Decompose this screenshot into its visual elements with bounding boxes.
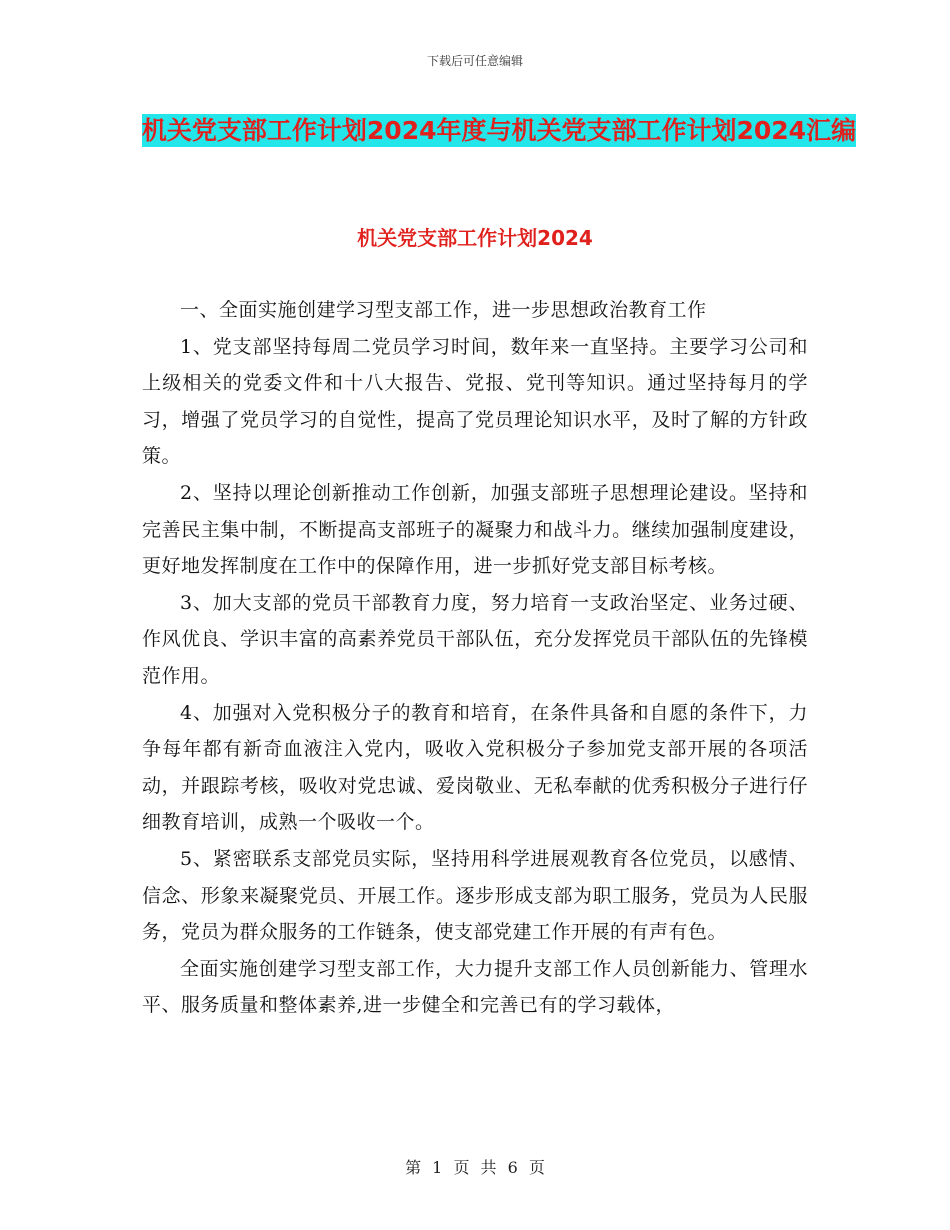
paragraph: 5、紧密联系支部党员实际，坚持用科学进展观教育各位党员，以感情、信念、形象来凝聚党员、开展工作。逐步形成支部为职工服务，党员为人民服务，党员为群众服务的工作链条，使支部党建工作开展的有声有色。 [142,847,808,944]
paragraph: 1、党支部坚持每周二党员学习时间，数年来一直坚持。主要学习公司和上级相关的党委文件和十八大报告、党报、党刊等知识。通过坚持每月的学习，增强了党员学习的自觉性，提高了党员理论知识水平，及时了解的方针政策。 [142,335,808,468]
document-title-text: 机关党支部工作计划2024年度与机关党支部工作计划2024汇编 [141,116,857,145]
paragraph: 4、加强对入党积极分子的教育和培育，在条件具备和自愿的条件下，力争每年都有新奇血液注入党内，吸收入党积极分子参加党支部开展的各项活动，并跟踪考核，吸收对党忠诚、爱岗敬业、无私奉献的优秀积极分子进行仔细教育培训，成熟一个吸收一个。 [142,701,808,834]
paragraph: 2、坚持以理论创新推动工作创新，加强支部班子思想理论建设。坚持和完善民主集中制，不断提高支部班子的凝聚力和战斗力。继续加强制度建设，更好地发挥制度在工作中的保障作用，进一步抓好党支部目标考核。 [142,481,808,578]
paragraph: 全面实施创建学习型支部工作，大力提升支部工作人员创新能力、管理水平、服务质量和整体素养,进一步健全和完善已有的学习载体， [142,957,808,1017]
document-title [140,108,858,154]
header-note: 下载后可任意编辑 [426,54,523,68]
paragraph: 一、全面实施创建学习型支部工作，进一步思想政治教育工作 [180,299,707,321]
page-footer: 第 1 页 共 6 页 [405,1158,545,1177]
document-body [142,292,808,1024]
paragraph: 3、加大支部的党员干部教育力度，努力培育一支政治坚定、业务过硬、作风优良、学识丰富的高素养党员干部队伍，充分发挥党员干部队伍的先锋模范作用。 [142,591,808,687]
section-title: 机关党支部工作计划2024 [357,226,593,250]
